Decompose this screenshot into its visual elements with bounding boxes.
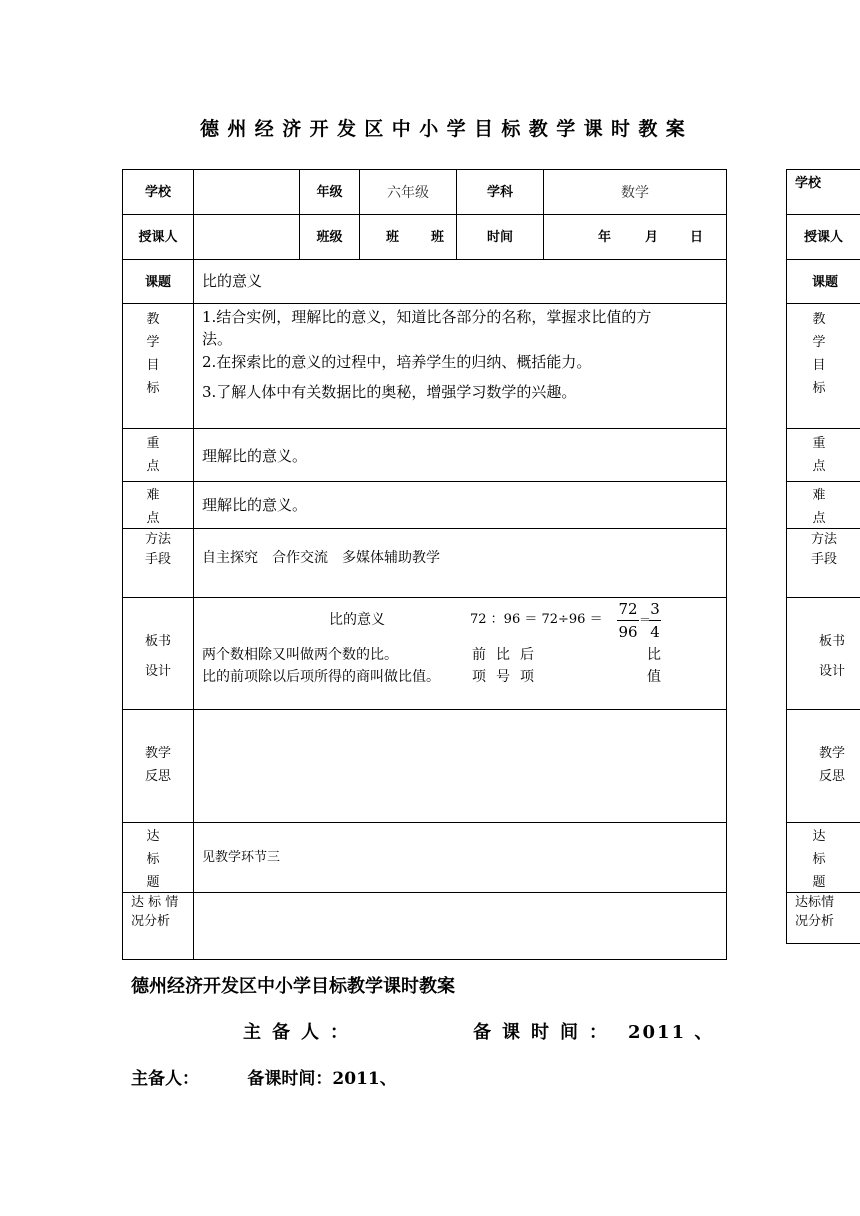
term-front-1: 前 (472, 647, 486, 663)
fraction-2-numerator: 3 (650, 600, 660, 618)
fraction-2-denominator: 4 (650, 623, 660, 641)
row-divider (787, 259, 860, 260)
analysis-label-1: 达 标 情 (131, 895, 179, 910)
row-divider (123, 528, 726, 529)
board-label-1: 板书 (144, 634, 171, 649)
method-value: 自主探究 合作交流 多媒体辅助教学 (202, 550, 440, 566)
time-year: 年 (598, 230, 612, 245)
dup-reflection-label-2: 反思 (819, 769, 846, 784)
attainment-value: 见教学环节三 (202, 850, 281, 865)
dup-attainment-label: 达 标 题 (812, 829, 826, 890)
footer-year: 2011 、 (628, 1022, 715, 1043)
method-label-1: 方法 (144, 532, 171, 547)
reflection-label-1: 教学 (144, 746, 171, 761)
analysis-label-2: 况分析 (131, 914, 171, 929)
board-definition-1: 两个数相除又叫做两个数的比。 (202, 647, 398, 663)
fraction-2-bar (649, 620, 661, 621)
row-divider (787, 822, 860, 823)
footer-line-3: 主备人： 备课时间：2011、 (131, 1069, 397, 1089)
footer-line-2 (243, 1018, 714, 1044)
fraction-1-denominator: 96 (618, 623, 638, 641)
goal-line-2: 2.在探索比的意义的过程中，培养学生的归纳、概括能力。 (202, 353, 592, 371)
school-label: 学校 (144, 185, 171, 200)
board-label-2: 设计 (144, 664, 171, 679)
dup-board-label-1: 板书 (819, 634, 846, 649)
term-front-2: 项 (472, 669, 486, 685)
document-title: 德州经济开发区中小学目标教学课时教案 (200, 118, 694, 140)
column-divider (193, 170, 194, 959)
row-divider (787, 214, 860, 215)
dup-board-label-2: 设计 (819, 664, 846, 679)
difficulty-value: 理解比的意义。 (202, 496, 308, 514)
goal-line-1a: 1.结合实例，理解比的意义，知道比各部分的名称，掌握求比值的方 (202, 308, 652, 326)
ratio-value-1: 比 (647, 647, 661, 663)
dup-school-label: 学校 (795, 176, 822, 191)
goal-line-3: 3.了解人体中有关数据比的奥秘，增强学习数学的兴趣。 (202, 383, 577, 401)
lesson-plan-table (122, 169, 727, 960)
topic-label: 课题 (144, 275, 171, 290)
time-day: 日 (690, 230, 704, 245)
grade-value: 六年级 (387, 185, 429, 201)
row-divider (123, 428, 726, 429)
row-divider (123, 709, 726, 710)
class-ban-2: 班 (431, 230, 445, 245)
dup-difficulty-label: 难 点 (812, 488, 826, 526)
subject-label: 学科 (486, 185, 513, 200)
time-month: 月 (645, 230, 659, 245)
class-label: 班级 (316, 230, 343, 245)
row-divider (787, 597, 860, 598)
row-divider (123, 481, 726, 482)
fraction-1-numerator: 72 (618, 600, 638, 618)
dup-topic-label: 课题 (812, 275, 839, 290)
board-equation: 72 ：96 ＝ 72÷96 ＝ (470, 612, 603, 627)
subject-value: 数学 (621, 185, 649, 201)
dup-analysis-label-2: 况分析 (795, 914, 835, 929)
dup-teacher-label: 授课人 (804, 230, 844, 245)
dup-reflection-label-1: 教学 (819, 746, 846, 761)
method-label-2: 手段 (144, 552, 171, 567)
row-divider (787, 303, 860, 304)
row-divider (123, 303, 726, 304)
attainment-label: 达 标 题 (146, 829, 160, 890)
row-divider (787, 709, 860, 710)
dup-goals-label: 教 学 目 标 (812, 312, 826, 396)
row-divider (123, 822, 726, 823)
goal-line-1b: 法。 (202, 330, 233, 348)
footer-preparer-label: 主备人： (243, 1022, 359, 1043)
footer-time-label: 备课时间： (473, 1022, 618, 1043)
board-definition-2: 比的前项除以后项所得的商叫做比值。 (202, 669, 440, 685)
row-divider (123, 259, 726, 260)
term-colon-1: 比 (496, 647, 510, 663)
key-point-label: 重 点 (146, 436, 160, 474)
term-back-1: 后 (520, 647, 534, 663)
duplicate-table-partial (786, 169, 860, 944)
difficulty-label: 难 点 (146, 488, 160, 526)
class-ban-1: 班 (386, 230, 400, 245)
term-back-2: 项 (520, 669, 534, 685)
board-heading: 比的意义 (329, 612, 385, 628)
row-divider (787, 428, 860, 429)
ratio-value-2: 值 (647, 669, 661, 685)
board-equals: ＝ (639, 613, 652, 627)
time-label: 时间 (486, 230, 513, 245)
footer-title: 德州经济开发区中小学目标教学课时教案 (131, 976, 455, 997)
key-point-value: 理解比的意义。 (202, 447, 308, 465)
teacher-label: 授课人 (138, 230, 178, 245)
row-divider (123, 214, 726, 215)
topic-value: 比的意义 (202, 272, 263, 290)
goals-label: 教 学 目 标 (146, 312, 160, 396)
dup-analysis-label-1: 达标情 (795, 895, 835, 910)
fraction-1-bar (617, 620, 639, 621)
row-divider (787, 481, 860, 482)
reflection-label-2: 反思 (144, 769, 171, 784)
dup-method-label-1: 方法 (811, 532, 838, 547)
row-divider (123, 597, 726, 598)
grade-label: 年级 (316, 185, 343, 200)
term-colon-2: 号 (496, 669, 510, 685)
dup-key-label: 重 点 (812, 436, 826, 474)
dup-method-label-2: 手段 (811, 552, 838, 567)
row-divider (123, 892, 726, 893)
